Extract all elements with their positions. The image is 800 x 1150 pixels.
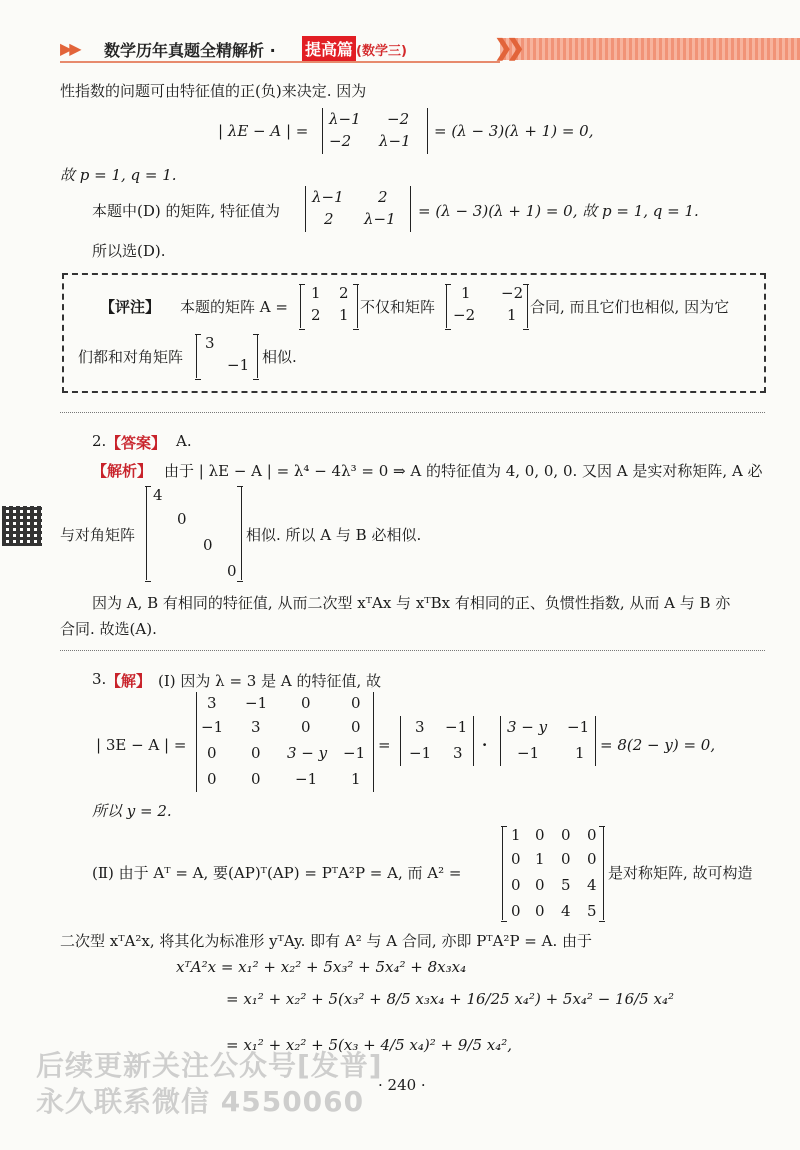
eq1-lhs: | λE − A | = bbox=[218, 122, 309, 140]
q2-diag-cell: 0 bbox=[203, 536, 213, 554]
d-cell: λ−1 bbox=[364, 210, 396, 228]
q3-m3-cell: −1 bbox=[567, 718, 590, 736]
header-arrow-icon: ▶▶ bbox=[60, 39, 79, 58]
q3-a2-cell: 0 bbox=[535, 902, 545, 920]
note-b-cell: −2 bbox=[501, 284, 524, 302]
q3-det-rhs: = 8(2 − y) = 0, bbox=[600, 736, 716, 754]
q2-answer: A. bbox=[176, 432, 192, 450]
q3-a2-cell: 0 bbox=[511, 850, 521, 868]
q3-big-cell: −1 bbox=[343, 744, 366, 762]
q3-a2-cell: 0 bbox=[511, 902, 521, 920]
q3-formula-2: = x₁² + x₂² + 5(x₃² + 8/5 x₃x₄ + 16/25 x₄²) + 5x₄² − 16/5 x₄² bbox=[226, 990, 674, 1008]
page-header bbox=[0, 36, 800, 62]
q2-diag-cell: 0 bbox=[177, 510, 187, 528]
q3-formula-1: xᵀA²x = x₁² + x₂² + 5x₃² + 5x₄² + 8x₃x₄ bbox=[176, 958, 467, 976]
q3-big-cell: 0 bbox=[251, 744, 261, 762]
eq1-cell: −2 bbox=[387, 110, 410, 128]
q3-m3-cell: 1 bbox=[575, 744, 585, 762]
q3-big-cell: 0 bbox=[207, 744, 217, 762]
q3-part2-pre: (Ⅱ) 由于 Aᵀ = A, 要(AP)ᵀ(AP) = PᵀA²P = A, 而 A² = bbox=[92, 864, 462, 882]
q3-dot: · bbox=[482, 736, 488, 754]
q3-a2-cell: 0 bbox=[587, 826, 597, 844]
note-matrix-a bbox=[300, 284, 358, 328]
q3-big-determinant bbox=[196, 692, 374, 792]
header-rule bbox=[60, 61, 500, 63]
note-line2-post: 相似. bbox=[262, 348, 297, 366]
q3-a2-cell: 5 bbox=[587, 902, 597, 920]
note-a-cell: 1 bbox=[339, 306, 349, 324]
q2-analysis-label: 【解析】 bbox=[92, 462, 153, 480]
d-cell: 2 bbox=[378, 188, 388, 206]
q3-big-cell: 3 bbox=[207, 694, 217, 712]
q2-answer-label: 【答案】 bbox=[106, 434, 167, 452]
q3-m2-cell: 3 bbox=[415, 718, 425, 736]
page-number: · 240 · bbox=[378, 1076, 426, 1094]
q3-a2-cell: 0 bbox=[587, 850, 597, 868]
note-a-cell: 2 bbox=[311, 306, 321, 324]
watermark-line2: 永久联系微信 4550060 bbox=[36, 1085, 365, 1118]
q3-a2-cell: 0 bbox=[561, 826, 571, 844]
note-b-cell: 1 bbox=[507, 306, 517, 324]
header-book-title: 数学历年真题全精解析 · bbox=[104, 41, 276, 60]
q3-a2-cell: 4 bbox=[587, 876, 597, 894]
d-cell: 2 bbox=[324, 210, 334, 228]
q3-m2-cell: −1 bbox=[445, 718, 468, 736]
choose-d: 所以选(D). bbox=[92, 242, 166, 260]
q3-big-cell: 0 bbox=[207, 770, 217, 788]
q3-y-line: 所以 y = 2. bbox=[92, 802, 172, 820]
header-badge: 提高篇 bbox=[302, 36, 356, 61]
q3-label: 【解】 bbox=[106, 672, 152, 690]
note-b-cell: 1 bbox=[461, 284, 471, 302]
note-box bbox=[62, 273, 766, 393]
q3-big-cell: 0 bbox=[351, 718, 361, 736]
q3-a2-cell: 0 bbox=[535, 876, 545, 894]
q3-m3-cell: 3 − y bbox=[507, 718, 548, 736]
d-determinant bbox=[305, 186, 411, 232]
note-b-cell: −2 bbox=[453, 306, 476, 324]
q3-number: 3. bbox=[92, 670, 107, 688]
note-line2-pre: 们都和对角矩阵 bbox=[78, 348, 184, 366]
d-line-post: = (λ − 3)(λ + 1) = 0, 故 p = 1, q = 1. bbox=[418, 202, 699, 220]
q3-a2-cell: 4 bbox=[561, 902, 571, 920]
eq1-cell: −2 bbox=[329, 132, 352, 150]
d-cell: λ−1 bbox=[312, 188, 344, 206]
q3-big-cell: −1 bbox=[295, 770, 318, 788]
q2-line3: 因为 A, B 有相同的特征值, 从而二次型 xᵀAx 与 xᵀBx 有相同的正、负惯性指数, 从而 A 与 B 亦 bbox=[92, 594, 731, 612]
eq1-cell: λ−1 bbox=[379, 132, 411, 150]
separator bbox=[60, 412, 765, 413]
q3-m2-cell: −1 bbox=[409, 744, 432, 762]
q3-qf-line: 二次型 xᵀA²x, 将其化为标准形 yᵀAy. 即有 A² 与 A 合同, 亦即 PᵀA²P = A. 由于 bbox=[60, 932, 593, 950]
eq1-determinant bbox=[322, 108, 428, 154]
q3-a2-cell: 0 bbox=[511, 876, 521, 894]
note-a-cell: 2 bbox=[339, 284, 349, 302]
q3-big-cell: 3 bbox=[251, 718, 261, 736]
q3-a2-cell: 0 bbox=[561, 850, 571, 868]
q2-analysis-text: 由于 | λE − A | = λ⁴ − 4λ³ = 0 ⇒ A 的特征值为 4, 0, 0, 0. 又因 A 是实对称矩阵, A 必 bbox=[164, 462, 763, 480]
q2-diag-cell: 4 bbox=[153, 486, 163, 504]
q3-big-cell: 0 bbox=[301, 718, 311, 736]
q3-det-2x2-a bbox=[400, 716, 474, 766]
d-line-pre: 本题中(D) 的矩阵, 特征值为 bbox=[92, 202, 281, 220]
qr-code-icon bbox=[2, 506, 42, 546]
note-matrix-diag bbox=[196, 334, 258, 378]
header-decor-band bbox=[500, 38, 800, 60]
q3-a2-matrix bbox=[502, 826, 604, 920]
header-subtitle: (数学三) bbox=[356, 44, 407, 59]
eq1-cell: λ−1 bbox=[329, 110, 361, 128]
note-diag-cell: −1 bbox=[227, 356, 250, 374]
q2-line2-post: 相似. 所以 A 与 B 必相似. bbox=[246, 526, 422, 544]
q3-big-cell: 0 bbox=[301, 694, 311, 712]
header-chevron-icon: ❯❯ bbox=[494, 35, 519, 61]
q3-big-cell: 3 − y bbox=[287, 744, 328, 762]
q3-big-cell: 0 bbox=[351, 694, 361, 712]
note-a-cell: 1 bbox=[311, 284, 321, 302]
q3-det-lhs: | 3E − A | = bbox=[96, 736, 187, 754]
q3-det-2x2-b bbox=[500, 716, 596, 766]
q3-a2-cell: 1 bbox=[511, 826, 521, 844]
note-text-a: 本题的矩阵 A = bbox=[180, 298, 288, 316]
q3-a2-cell: 1 bbox=[535, 850, 545, 868]
q2-line4: 合同. 故选(A). bbox=[60, 620, 157, 638]
note-text-b: 不仅和矩阵 bbox=[360, 298, 436, 316]
q3-formula-3: = x₁² + x₂² + 5(x₃ + 4/5 x₄)² + 9/5 x₄², bbox=[226, 1036, 513, 1054]
q2-diag-cell: 0 bbox=[227, 562, 237, 580]
q3-big-cell: −1 bbox=[201, 718, 224, 736]
q2-line2-pre: 与对角矩阵 bbox=[60, 526, 136, 544]
q3-part2-post: 是对称矩阵, 故可构造 bbox=[608, 864, 753, 882]
note-label: 【评注】 bbox=[100, 298, 161, 316]
q3-m3-cell: −1 bbox=[517, 744, 540, 762]
watermark-line1: 后续更新关注公众号[发普] bbox=[36, 1049, 383, 1082]
q2-diag-matrix bbox=[146, 486, 242, 580]
note-matrix-b bbox=[446, 284, 528, 328]
q3-big-cell: 0 bbox=[251, 770, 261, 788]
q3-a2-cell: 0 bbox=[535, 826, 545, 844]
note-diag-cell: 3 bbox=[205, 334, 215, 352]
q3-a2-cell: 5 bbox=[561, 876, 571, 894]
eq1-rhs: = (λ − 3)(λ + 1) = 0, bbox=[434, 122, 594, 140]
q3-part1: (Ⅰ) 因为 λ = 3 是 A 的特征值, 故 bbox=[158, 672, 381, 690]
q2-number: 2. bbox=[92, 432, 107, 450]
q3-m2-cell: 3 bbox=[453, 744, 463, 762]
pq-line: 故 p = 1, q = 1. bbox=[60, 166, 177, 184]
note-text-c: 合同, 而且它们也相似, 因为它 bbox=[530, 298, 730, 316]
separator bbox=[60, 650, 765, 651]
q3-big-cell: −1 bbox=[245, 694, 268, 712]
intro-text: 性指数的问题可由特征值的正(负)来决定. 因为 bbox=[60, 82, 367, 100]
q3-big-cell: 1 bbox=[351, 770, 361, 788]
q3-eq-sign: = bbox=[378, 736, 391, 754]
